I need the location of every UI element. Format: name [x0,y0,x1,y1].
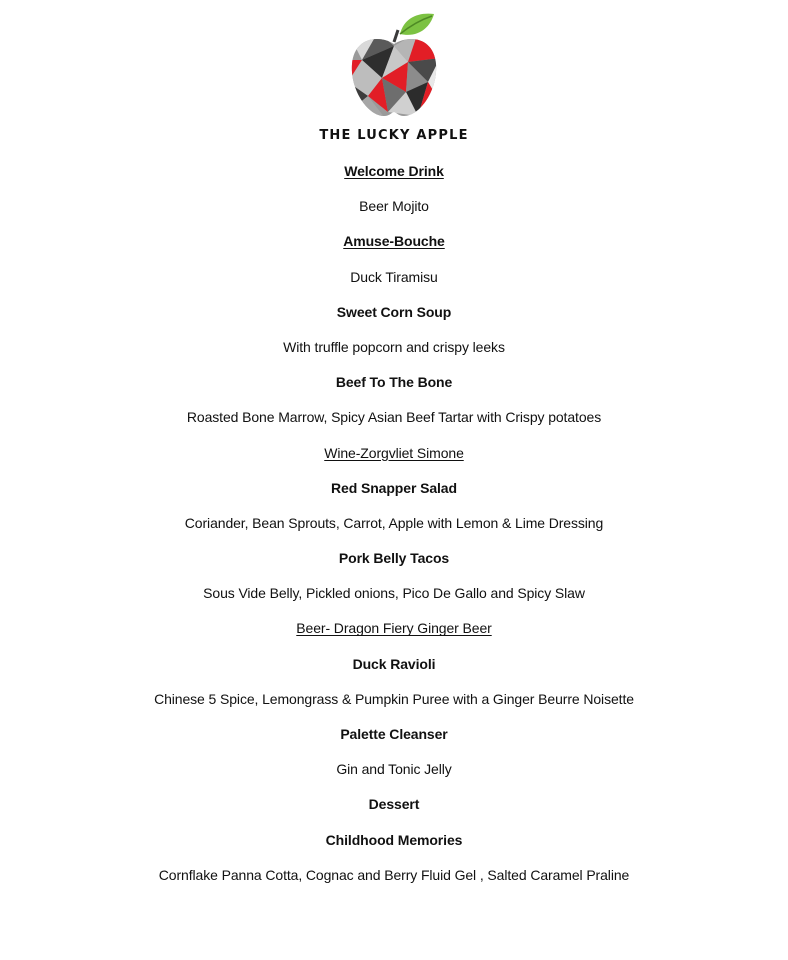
menu-course-description: Sous Vide Belly, Pickled onions, Pico De Gallo and Spicy Slaw [203,585,585,602]
menu-pairing: Beer- Dragon Fiery Ginger Beer [296,620,492,637]
menu-course-description: Gin and Tonic Jelly [336,761,452,778]
menu-pairing: Wine-Zorgvliet Simone [324,444,464,461]
menu-course-description: With truffle popcorn and crispy leeks [283,338,505,355]
menu-course-description: Chinese 5 Spice, Lemongrass & Pumpkin Puree with a Ginger Beurre Noisette [154,690,634,707]
menu-course-description: Coriander, Bean Sprouts, Carrot, Apple with Lemon & Lime Dressing [184,514,604,531]
menu-course-heading: Palette Cleanser [340,726,448,742]
menu-course-description: Duck Tiramisu [350,268,438,285]
menu-course-heading: Amuse-Bouche [343,233,445,250]
menu-course-heading: Welcome Drink [344,163,444,179]
restaurant-logo [314,12,474,143]
tasting-menu [0,161,788,900]
logo-wordmark: THE LUCKY APPLE [319,128,469,143]
menu-course-heading: Sweet Corn Soup [336,303,452,320]
menu-course-description: Beer Mojito [359,198,429,215]
menu-course-heading: Pork Belly Tacos [338,550,450,567]
menu-course-heading: Dessert [368,796,420,813]
menu-course-heading: Childhood Memories [325,831,463,848]
menu-course-description: Cornflake Panna Cotta, Cognac and Berry Fluid Gel , Salted Caramel Praline [158,866,630,883]
menu-course-heading: Red Snapper Salad [331,479,457,496]
geometric-apple-icon [348,12,440,118]
menu-course-heading: Beef To The Bone [335,374,453,391]
menu-course-description: Roasted Bone Marrow, Spicy Asian Beef Tartar with Crispy potatoes [186,409,602,426]
menu-course-heading: Duck Ravioli [352,655,436,672]
